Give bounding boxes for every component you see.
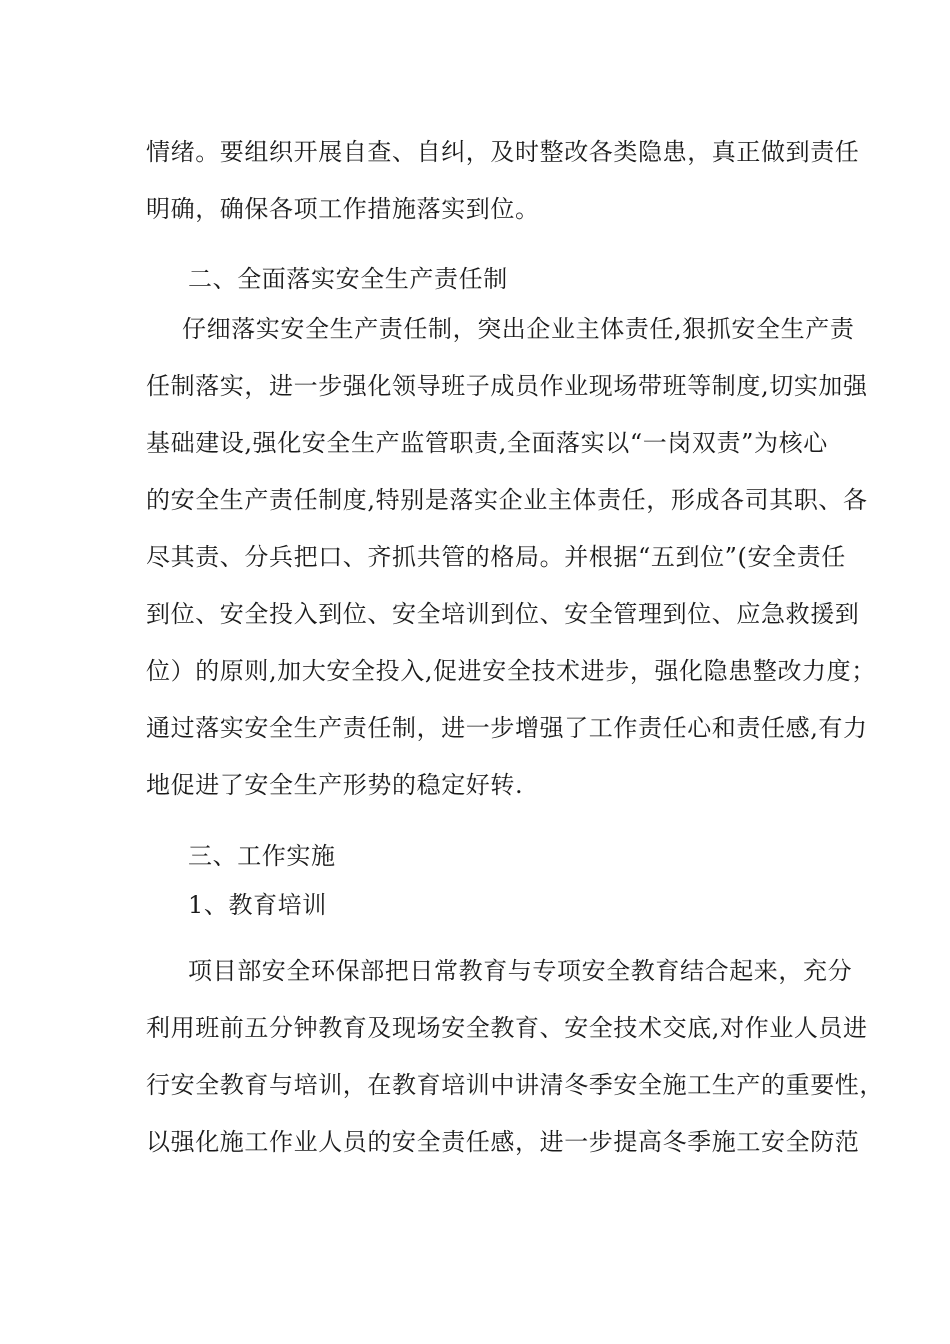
paragraph-line: 行安全教育与培训，在教育培训中讲清冬季安全施工生产的重要性，	[146, 1071, 884, 1099]
paragraph-line: 以强化施工作业人员的安全责任感，进一步提高冬季施工安全防范	[146, 1128, 860, 1156]
paragraph-line: 通过落实安全生产责任制，进一步增强了工作责任心和责任感,有力	[146, 714, 868, 742]
paragraph-line: 的安全生产责任制度,特别是落实企业主体责任，形成各司其职、各	[146, 486, 868, 514]
paragraph-line: 尽其责、分兵把口、齐抓共管的格局。并根据“五到位”(安全责任	[146, 543, 846, 571]
paragraph-line: 地促进了安全生产形势的稳定好转.	[146, 771, 524, 799]
paragraph-line: 位）的原则,加大安全投入,促进安全技术进步，强化隐患整改力度；	[146, 657, 876, 685]
paragraph-line: 项目部安全环保部把日常教育与专项安全教育结合起来，充分	[188, 957, 853, 985]
paragraph-line: 到位、安全投入到位、安全培训到位、安全管理到位、应急救援到	[146, 600, 860, 628]
paragraph-line: 任制落实，进一步强化领导班子成员作业现场带班等制度,切实加强	[146, 372, 868, 400]
paragraph-line: 仔细落实安全生产责任制，突出企业主体责任,狠抓安全生产责	[182, 315, 855, 343]
paragraph-line: 情绪。要组织开展自查、自纠，及时整改各类隐患，真正做到责任	[146, 138, 860, 166]
paragraph-line: 明确，确保各项工作措施落实到位。	[146, 195, 540, 223]
subsection-heading: 1、教育培训	[188, 891, 327, 919]
paragraph-line: 利用班前五分钟教育及现场安全教育、安全技术交底,对作业人员进	[146, 1014, 868, 1042]
section-heading: 二、全面落实安全生产责任制	[188, 265, 508, 293]
paragraph-line: 基础建设,强化安全生产监管职责,全面落实以“一岗双责”为核心	[146, 429, 828, 457]
section-heading: 三、工作实施	[188, 842, 336, 870]
